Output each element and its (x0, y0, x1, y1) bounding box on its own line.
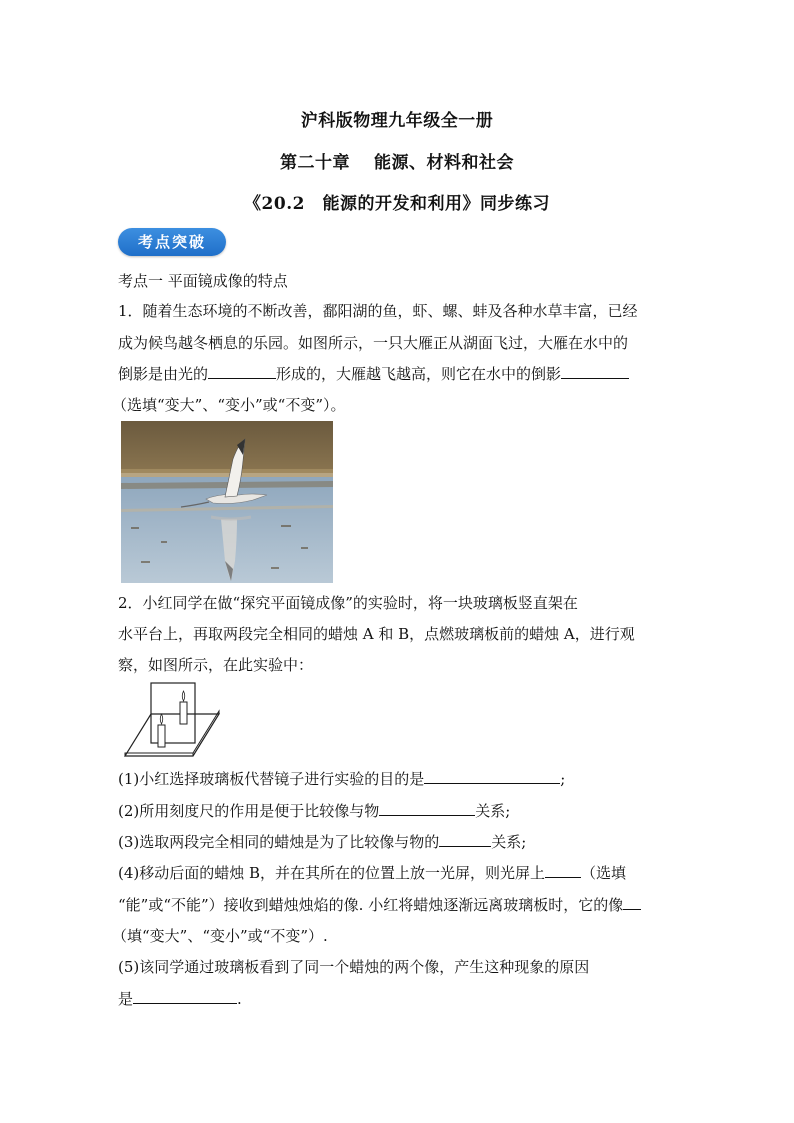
q2-blank-5[interactable] (623, 895, 641, 910)
q2-sub5-end: . (237, 990, 242, 1008)
q2-sub1 (118, 768, 565, 789)
q2-sub4-text-b: （选填 (581, 864, 627, 882)
q2-sub3-end: 关系; (491, 833, 527, 851)
q2-sub5-text: 是 (118, 990, 134, 1008)
q2-sub4-text-a: (4)移动后面的蜡烛 B，并在其所在的位置上放一光屏，则光屏上 (118, 864, 546, 882)
q2-blank-3[interactable] (439, 832, 491, 847)
q1-line3-text-b: 形成的，大雁越飞越高，则它在水中的倒影 (276, 365, 562, 383)
lesson-title: 《20.2 能源的开发和利用》同步练习 (244, 194, 550, 214)
q2-blank-4[interactable] (545, 863, 581, 878)
q1-line3-text-a: 倒影是由光的 (118, 365, 209, 383)
q1-blank-2[interactable] (561, 364, 629, 379)
q2-sub2 (118, 800, 510, 821)
goose-lake-photo (121, 421, 333, 583)
q2-line1: 2．小红同学在做“探究平面镜成像”的实验时，将一块玻璃板竖直架在 (118, 594, 578, 612)
q2-sub1-end: ; (560, 770, 566, 788)
q2-line3: 察，如图所示，在此实验中： (118, 656, 314, 674)
section-badge: 考点突破 (118, 228, 226, 256)
q1-line3 (118, 363, 629, 384)
q2-sub5-line1: (5)该同学通过玻璃板看到了同一个蜡烛的两个像，产生这种现象的原因 (118, 958, 590, 976)
q2-sub4-text-c: “能”或“不能”）接收到蜡烛烛焰的像. 小红将蜡烛逐渐远离玻璃板时，它的像 (118, 896, 624, 914)
q2-blank-6[interactable] (133, 989, 237, 1004)
chapter-title: 第二十章 能源、材料和社会 (280, 153, 514, 173)
q1-line4: （选填“变大”、“变小”或“不变”）。 (112, 396, 346, 414)
q2-sub1-text: (1)小红选择玻璃板代替镜子进行实验的目的是 (118, 770, 425, 788)
goose-photo-illustration (121, 421, 333, 583)
q2-sub3-text: (3)选取两段完全相同的蜡烛是为了比较像与物的 (118, 833, 440, 851)
q2-blank-2[interactable] (379, 801, 475, 816)
topic-heading: 考点一 平面镜成像的特点 (118, 272, 288, 290)
q2-sub5-line2 (118, 988, 242, 1009)
q2-sub4-line3: （填“变大”、“变小”或“不变”）. (112, 927, 328, 945)
candle-glass-diagram (123, 680, 223, 758)
q2-sub2-text: (2)所用刻度尺的作用是便于比较像与物 (118, 802, 380, 820)
q2-sub4-line1 (118, 862, 626, 883)
q2-sub4-line2 (118, 894, 641, 915)
q2-line2: 水平台上，再取两段完全相同的蜡烛 A 和 B，点燃玻璃板前的蜡烛 A，进行观 (118, 625, 635, 643)
book-title: 沪科版物理九年级全一册 (300, 111, 494, 131)
q2-blank-1[interactable] (424, 769, 560, 784)
q1-line1: 1．随着生态环境的不断改善，鄱阳湖的鱼，虾、螺、蚌及各种水草丰富，已经 (118, 302, 638, 320)
q2-sub3 (118, 831, 526, 852)
q1-blank-1[interactable] (208, 364, 276, 379)
candle-diagram-drawing (123, 680, 223, 758)
q1-line2: 成为候鸟越冬栖息的乐园。如图所示，一只大雁正从湖面飞过，大雁在水中的 (118, 334, 629, 352)
q2-sub2-end: 关系; (475, 802, 511, 820)
